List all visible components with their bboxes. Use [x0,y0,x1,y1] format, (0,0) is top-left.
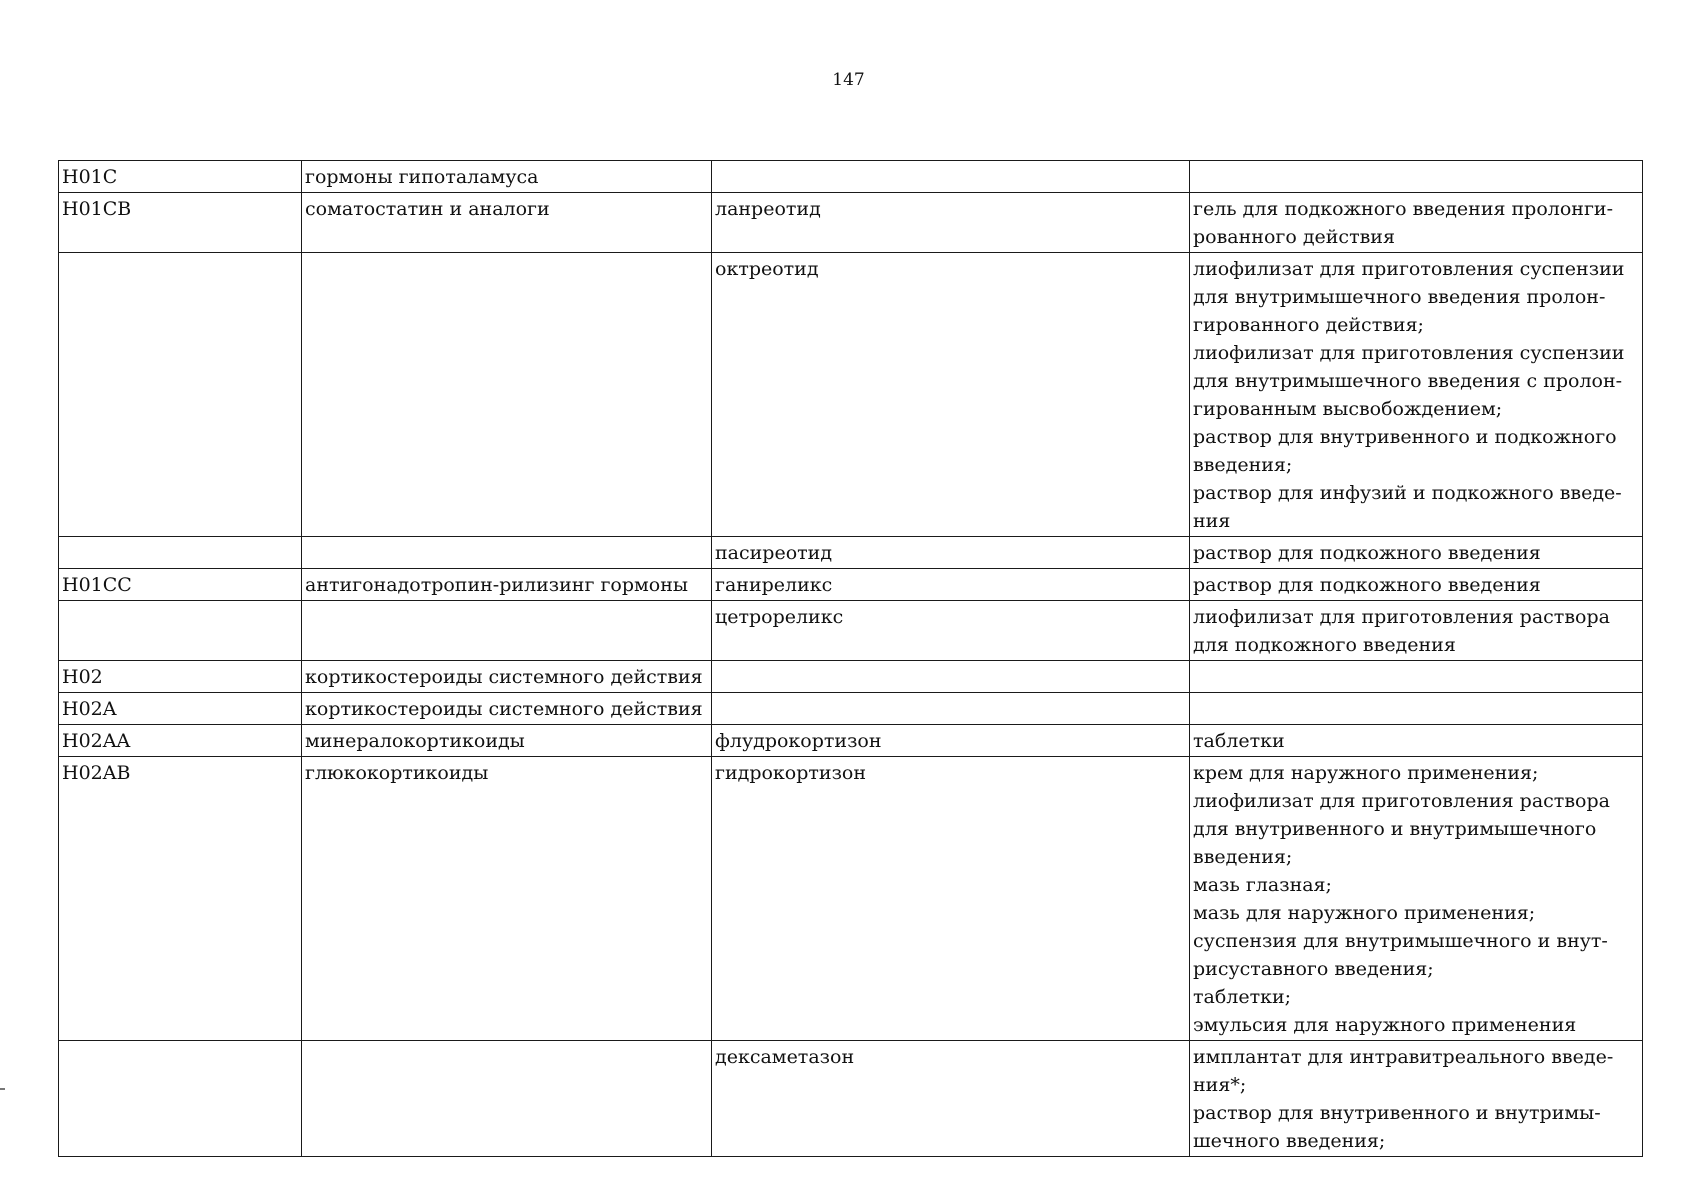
dosage-forms-cell [1190,661,1643,693]
table-row [59,193,1643,253]
table-row [59,725,1643,757]
dosage-form-line: для внутримышечного введения пролон- [1193,286,1606,308]
dosage-forms-cell [1190,569,1643,601]
drug-name-cell [712,661,1190,693]
dosage-forms-cell [1190,601,1643,661]
dosage-form-line: мазь для наружного применения; [1193,902,1536,924]
dosage-form-line: раствор для внутривенного и подкожного [1193,426,1617,448]
pharmacological-group-cell: гормоны гипоталамуса [302,161,712,193]
dosage-form-line: ния*; [1193,1074,1247,1096]
pharmacological-group-cell: минералокортикоиды [302,725,712,757]
atc-code-cell: H01C [59,161,302,193]
dosage-form-line: эмульсия для наружного применения [1193,1014,1577,1036]
dosage-form-line: раствор для инфузий и подкожного введе- [1193,482,1622,504]
drug-name-cell [712,693,1190,725]
pharmacological-group-cell [302,601,712,661]
dosage-form-line: раствор для внутривенного и внутримы- [1193,1102,1601,1124]
dosage-forms-cell [1190,725,1643,757]
dosage-forms-cell [1190,537,1643,569]
dosage-forms-cell [1190,253,1643,537]
table-row [59,253,1643,537]
dosage-form-line: гированного действия; [1193,314,1424,336]
drug-name-cell: ганиреликс [712,569,1190,601]
dosage-form-line: крем для наружного применения; [1193,762,1539,784]
drug-name-cell: пасиреотид [712,537,1190,569]
drug-name-cell: октреотид [712,253,1190,537]
dosage-form-line: раствор для подкожного введения [1193,542,1541,564]
dosage-form-line: шечного введения; [1193,1130,1386,1152]
dosage-form-line: таблетки [1193,730,1285,752]
table-row [59,693,1643,725]
atc-code-cell: H02 [59,661,302,693]
dosage-forms-cell [1190,1041,1643,1157]
pharmacological-group-cell [302,537,712,569]
page-number: 147 [832,70,865,90]
dosage-form-line: рованного действия [1193,226,1395,248]
pharmacological-group-cell: антигонадотропин-рилизинг гормоны [302,569,712,601]
dosage-form-line: введения; [1193,454,1293,476]
table-row [59,569,1643,601]
atc-code-cell: H02A [59,693,302,725]
dosage-form-line: мазь глазная; [1193,874,1332,896]
dosage-form-line: для внутримышечного введения с пролон- [1193,370,1623,392]
table-row [59,1041,1643,1157]
pharmacological-group-cell: кортикостероиды системного действия [302,661,712,693]
drug-name-cell: гидрокортизон [712,757,1190,1041]
drug-table [58,160,1643,1157]
table-row [59,537,1643,569]
atc-code-cell [59,601,302,661]
atc-code-cell: H01CB [59,193,302,253]
drug-name-cell: ланреотид [712,193,1190,253]
drug-name-cell [712,161,1190,193]
drug-name-cell: цетрореликс [712,601,1190,661]
dosage-forms-cell [1190,757,1643,1041]
dosage-form-line: ния [1193,510,1231,532]
table-row [59,757,1643,1041]
dosage-form-line: таблетки; [1193,986,1292,1008]
dosage-form-line: введения; [1193,846,1293,868]
dosage-form-line: имплантат для интравитреального введе- [1193,1046,1614,1068]
atc-code-cell [59,1041,302,1157]
pharmacological-group-cell: кортикостероиды системного действия [302,693,712,725]
atc-code-cell: H02AA [59,725,302,757]
dosage-form-line: лиофилизат для приготовления суспензии [1193,258,1625,280]
drug-name-cell: дексаметазон [712,1041,1190,1157]
pharmacological-group-cell: глюкокортикоиды [302,757,712,1041]
table-row [59,661,1643,693]
pharmacological-group-cell [302,1041,712,1157]
dosage-forms-cell [1190,693,1643,725]
dosage-form-line: для внутривенного и внутримышечного [1193,818,1597,840]
table-row [59,161,1643,193]
dosage-form-line: для подкожного введения [1193,634,1456,656]
dosage-form-line: лиофилизат для приготовления раствора [1193,790,1610,812]
atc-code-cell: H02AB [59,757,302,1041]
atc-code-cell [59,537,302,569]
dosage-form-line: лиофилизат для приготовления суспензии [1193,342,1625,364]
dosage-forms-cell [1190,193,1643,253]
pharmacological-group-cell: соматостатин и аналоги [302,193,712,253]
dosage-form-line: гированным высвобождением; [1193,398,1503,420]
dosage-form-line: рисуставного введения; [1193,958,1434,980]
scan-mark [0,1088,5,1090]
dosage-form-line: раствор для подкожного введения [1193,574,1541,596]
atc-code-cell: H01CC [59,569,302,601]
table-body [59,161,1643,1157]
table-row [59,601,1643,661]
atc-code-cell [59,253,302,537]
dosage-form-line: суспензия для внутримышечного и внут- [1193,930,1608,952]
pharmacological-group-cell [302,253,712,537]
dosage-forms-cell [1190,161,1643,193]
dosage-form-line: гель для подкожного введения пролонги- [1193,198,1613,220]
drug-name-cell: флудрокортизон [712,725,1190,757]
dosage-form-line: лиофилизат для приготовления раствора [1193,606,1610,628]
